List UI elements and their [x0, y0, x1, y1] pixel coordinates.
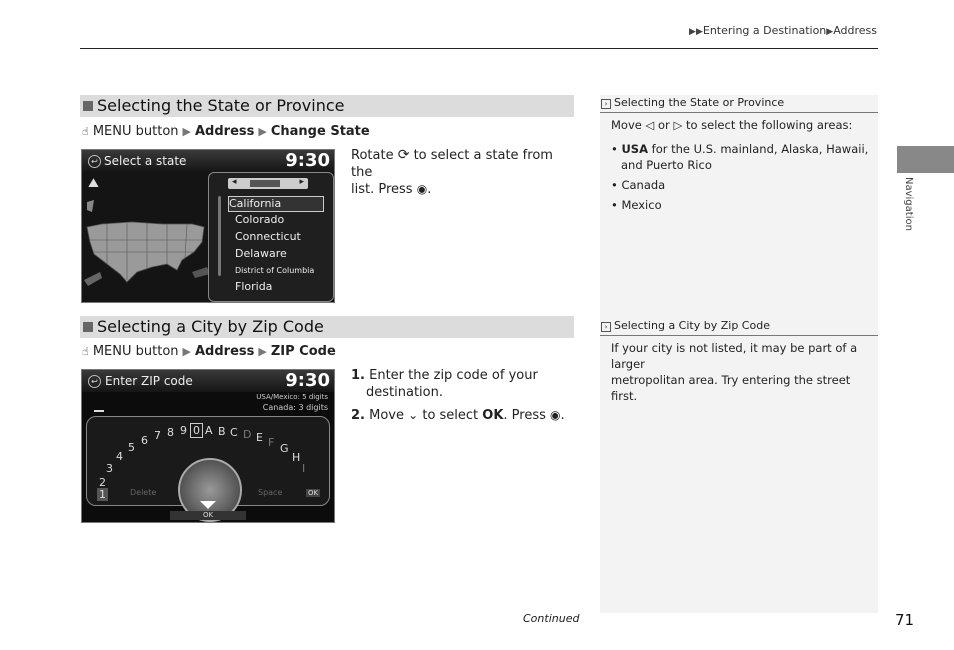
- key-6[interactable]: 6: [141, 434, 148, 447]
- key-5[interactable]: 5: [128, 441, 135, 454]
- pointer-down-icon: [200, 501, 216, 509]
- zip-input-cursor[interactable]: [94, 396, 104, 412]
- zip-entry-screen: [81, 369, 335, 523]
- scrollbar[interactable]: [218, 196, 221, 276]
- press-knob-icon: ◉: [550, 408, 561, 422]
- back-icon[interactable]: ↩: [88, 155, 101, 168]
- move-right-icon: ▷: [673, 118, 683, 132]
- section-heading-state: Selecting the State or Province: [80, 95, 574, 117]
- state-item[interactable]: District of Columbia: [235, 266, 315, 275]
- sidebar-note-zip: If your city is not listed, it may be part of a larger metropolitan area. Try entering the street first.: [611, 341, 858, 403]
- sidebar-heading-state: › Selecting the State or Province: [600, 96, 878, 113]
- key-0[interactable]: 0: [190, 423, 203, 438]
- back-icon[interactable]: ↩: [88, 375, 101, 388]
- state-item[interactable]: Connecticut: [235, 230, 301, 243]
- alaska-map-icon: ⛰: [88, 176, 99, 191]
- page-number: 71: [895, 611, 915, 629]
- state-item[interactable]: Colorado: [235, 213, 285, 226]
- key-e[interactable]: E: [256, 431, 263, 444]
- zip-info-canada: Canada: 3 digits: [262, 403, 328, 412]
- breadcrumb-part2: Address: [833, 24, 877, 37]
- hand-icon: ☝: [82, 125, 89, 138]
- continued-label: Continued: [523, 612, 580, 625]
- note-marker-icon: ›: [601, 99, 611, 109]
- key-a[interactable]: A: [205, 424, 213, 437]
- section-tab-label: Navigation: [903, 177, 914, 231]
- state-item[interactable]: Florida: [235, 280, 273, 293]
- key-9[interactable]: 9: [180, 424, 187, 437]
- state-item[interactable]: Delaware: [235, 247, 287, 260]
- key-2[interactable]: 2: [99, 476, 106, 489]
- key-b[interactable]: B: [218, 425, 226, 438]
- menu-path-zip: ☝ MENU button ▶ Address ▶ ZIP Code: [82, 344, 336, 359]
- ok-button[interactable]: OK: [170, 511, 246, 520]
- sidebar-note-state: Move ◁ or ▷ to select the following areas: • USA for the U.S. mainland, Alaska, Hawaii, and Puerto Rico • Canada • Mexico: [611, 118, 869, 212]
- arrow-icon: ▶: [826, 27, 834, 37]
- move-left-icon: ◁: [645, 118, 655, 132]
- space-key[interactable]: Space: [258, 488, 283, 497]
- square-bullet-icon: [83, 322, 93, 332]
- clock: 9:30: [285, 370, 330, 391]
- key-8[interactable]: 8: [167, 426, 174, 439]
- key-g[interactable]: G: [280, 442, 289, 455]
- screen-title: Select a state: [104, 154, 187, 168]
- note-marker-icon: ›: [601, 322, 611, 332]
- ok-key[interactable]: OK: [308, 489, 319, 497]
- key-h[interactable]: H: [292, 451, 301, 464]
- section-tab: [897, 146, 954, 173]
- double-arrow-icon: ▶▶: [689, 27, 703, 37]
- press-knob-icon: ◉: [416, 182, 428, 196]
- key-3[interactable]: 3: [106, 462, 113, 475]
- rotate-knob-icon: ⟳: [397, 147, 410, 163]
- key-7[interactable]: 7: [154, 429, 161, 442]
- hand-icon: ☝: [82, 345, 89, 358]
- state-instructions: Rotate ⟳ to select a state from the list. Press ◉.: [351, 147, 553, 197]
- key-f[interactable]: F: [268, 436, 275, 449]
- key-d[interactable]: D: [243, 428, 252, 441]
- country-selector[interactable]: ◂ ▸: [228, 178, 308, 189]
- clock: 9:30: [285, 150, 330, 171]
- key-i[interactable]: I: [302, 462, 306, 475]
- key-4[interactable]: 4: [116, 450, 123, 463]
- state-item-selected[interactable]: California: [228, 196, 324, 212]
- header-rule: [80, 48, 878, 49]
- menu-path-state: ☝ MENU button ▶ Address ▶ Change State: [82, 124, 370, 139]
- zip-info-usa: USA/Mexico: 5 digits: [256, 393, 328, 401]
- key-1[interactable]: 1: [99, 488, 106, 501]
- breadcrumb-part1: Entering a Destination: [702, 24, 827, 37]
- move-down-icon: ⌄: [408, 408, 419, 422]
- key-c[interactable]: C: [230, 426, 238, 439]
- square-bullet-icon: [83, 101, 93, 111]
- delete-key[interactable]: Delete: [130, 488, 157, 497]
- breadcrumb: [689, 24, 877, 37]
- section-heading-zip: Selecting a City by Zip Code: [80, 316, 574, 338]
- zip-steps: 1. Enter the zip code of your destination. 2. Move ⌄ to select OK. Press ◉.: [351, 368, 565, 423]
- state-select-screen: [81, 149, 335, 303]
- screen-title: Enter ZIP code: [105, 374, 193, 388]
- sidebar-heading-zip: › Selecting a City by Zip Code: [600, 319, 878, 336]
